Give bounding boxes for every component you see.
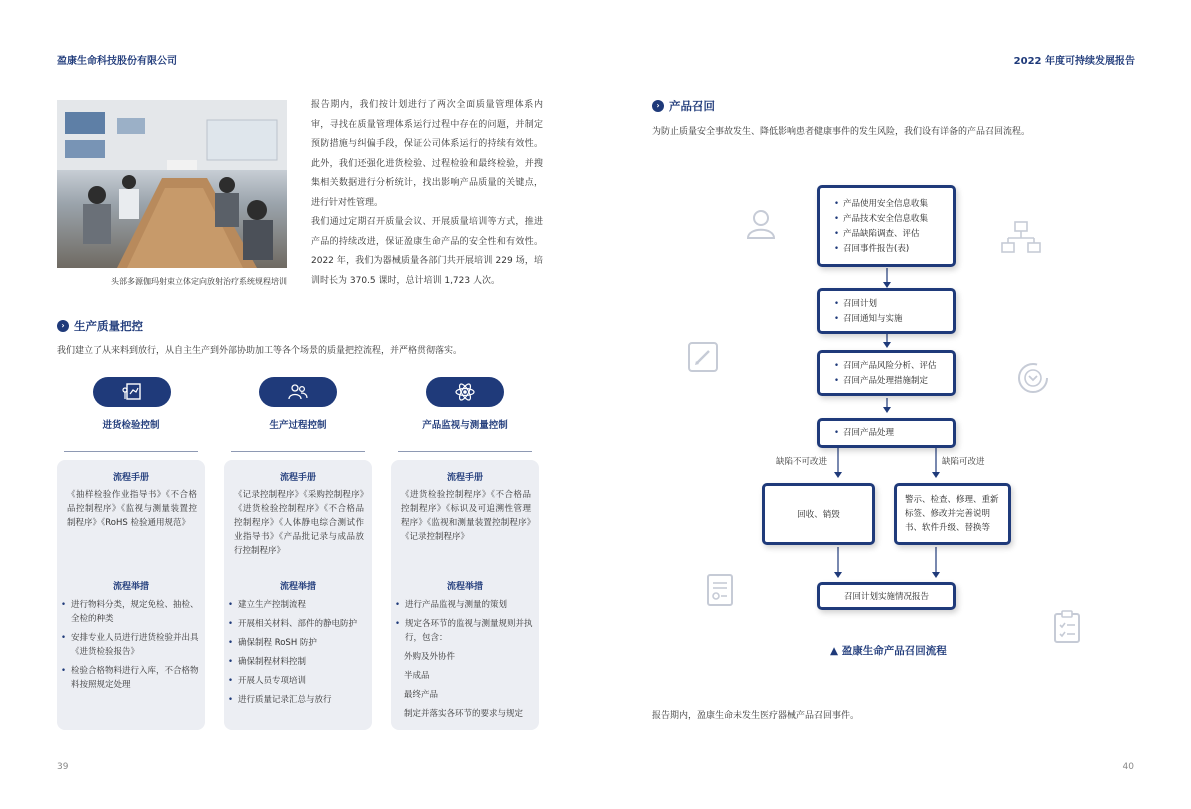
manual-text: 《记录控制程序》《采购控制程序》《进货检验控制程序》《不合格品控制程序》《人体静电综合测试作业指导书》《产品批记录与成品放行控制程序》 — [234, 490, 364, 556]
flow-item: • 产品使用安全信息收集 — [834, 197, 953, 212]
column-title-monitoring: 产品监视与测量控制 — [422, 420, 508, 431]
flow-item: • 召回产品处理 — [834, 426, 953, 441]
list-item: 半成品 — [404, 671, 430, 681]
intro-paragraph-1: 报告期内，我们按计划进行了两次全面质量管理体系内审，寻找在质量管理体系运行过程中存在的问题，并制定预防措施与纠偏手段，保证公司体系运行的持续有效性。此外，我们还强化进货检验、过程检验和最终检验，并搜集相关数据进行分析统计，找出影响产品质量的关键点，进行针对性管理。 — [311, 100, 543, 208]
photo-caption: 头部多源伽玛射束立体定向放射治疗系统规程培训 — [111, 277, 287, 286]
atom-icon — [454, 382, 476, 402]
flow-box-remediation: 警示、检查、修理、重新标签、修改并完善说明书、软件升级、替换等 — [894, 483, 1011, 545]
chevron-right-icon: › — [652, 100, 664, 112]
list-item: • 确保制程 RoSH 防护 — [228, 636, 368, 650]
section-title-production-quality — [57, 318, 143, 334]
column-title-process: 生产过程控制 — [269, 420, 327, 431]
flow-box-info-collection — [817, 185, 956, 267]
manual-title: 流程手册 — [112, 473, 149, 483]
list-item: • 进行产品监视与测量的策划 — [395, 598, 533, 612]
company-name: 盈康生命科技股份有限公司 — [57, 56, 177, 67]
flow-item: • 召回产品风险分析、评估 — [834, 359, 953, 374]
list-item: • 检验合格物料进行入库，不合格物料按照规定处理 — [61, 664, 199, 692]
column-divider — [64, 451, 198, 452]
list-item: 外购及外协件 — [404, 652, 456, 662]
report-title: 2022 年度可持续发展报告 — [1013, 56, 1135, 67]
branch-spacer — [838, 448, 936, 449]
manual-text: 《抽样检验作业指导书》《不合格品控制程序》《监视与测量装置控制程序》《RoHS 检验通用规范》 — [67, 490, 197, 528]
section-title-text: 生产质量把控 — [74, 319, 143, 333]
manual-text: 《进货检验控制程序》《不合格品控制程序》《标识及可追溯性管理程序》《监视和测量装置控制程序》《记录控制程序》 — [401, 490, 531, 542]
flow-box-recall-plan — [817, 288, 956, 334]
list-item: • 开展人员专项培训 — [228, 674, 368, 688]
column-pill-incoming — [93, 377, 171, 407]
checklist-icon — [1052, 610, 1082, 644]
meeting-room-illustration — [57, 100, 287, 268]
list-item: • 规定各环节的监视与测量规则并执行，包含： — [395, 617, 533, 645]
edit-icon — [686, 340, 720, 374]
flow-item: • 产品技术安全信息收集 — [834, 212, 953, 227]
flow-item: • 产品缺陷调查、评估 — [834, 227, 953, 242]
list-item: • 安排专业人员进行进货检验并出具《进货检验报告》 — [61, 631, 199, 659]
people-icon — [287, 382, 309, 402]
inspection-icon — [121, 382, 143, 402]
flow-box-risk-analysis — [817, 350, 956, 396]
branch-label-improvable: 缺陷可改进 — [942, 457, 985, 467]
section-title-text: 产品召回 — [669, 99, 715, 113]
flow-item: • 召回计划 — [834, 297, 953, 312]
list-item: • 开展相关材料、部件的静电防护 — [228, 617, 368, 631]
flow-item: • 召回产品处理措施制定 — [834, 374, 953, 389]
flow-box-final-report: 召回计划实施情况报告 — [817, 582, 956, 610]
closing-statement: 报告期内，盈康生命未发生医疗器械产品召回事件。 — [652, 711, 860, 721]
flow-box-recycle: 回收、销毁 — [762, 483, 875, 545]
flow-box-recall-handling — [817, 418, 956, 448]
person-icon — [743, 205, 779, 241]
section-description: 我们建立了从来料到放行，从自主生产到外部协助加工等各个场景的质量把控流程，并严格贯彻落实。 — [57, 346, 463, 356]
branch-label-not-improvable: 缺陷不可改进 — [776, 457, 828, 467]
measures-title: 流程举措 — [446, 582, 483, 592]
list-item: • 进行质量记录汇总与放行 — [228, 693, 368, 707]
column-title-incoming: 进货检验控制 — [102, 420, 160, 431]
measures-title: 流程举措 — [279, 582, 316, 592]
column-pill-monitoring — [426, 377, 504, 407]
column-divider — [398, 451, 532, 452]
list-item: 制定并落实各环节的要求与规定 — [404, 709, 524, 719]
flow-item: • 召回通知与实施 — [834, 312, 953, 327]
manual-title: 流程手册 — [279, 473, 316, 483]
page-number-left: 39 — [57, 762, 69, 772]
flow-item: • 召回事件报告(表) — [834, 242, 953, 257]
org-chart-icon — [1000, 220, 1042, 254]
chevron-right-icon: › — [57, 320, 69, 332]
document-icon — [705, 573, 735, 607]
measures-list — [228, 598, 368, 712]
refresh-chevron-icon — [1015, 360, 1051, 396]
list-item: 最终产品 — [404, 690, 439, 700]
page-number-right: 40 — [1122, 762, 1134, 772]
list-item: • 进行物料分类，规定免检、抽检、全检的种类 — [61, 598, 199, 626]
column-divider — [231, 451, 365, 452]
section-title-recall — [652, 98, 715, 114]
recall-description: 为防止质量安全事故发生、降低影响患者健康事件的发生风险，我们设有详备的产品召回流程。 — [652, 127, 1031, 137]
figure-caption: ▲ 盈康生命产品召回流程 — [830, 645, 947, 657]
measures-list — [61, 598, 199, 697]
measures-list — [395, 598, 533, 650]
measures-title: 流程举措 — [112, 582, 149, 592]
column-pill-process — [259, 377, 337, 407]
manual-title: 流程手册 — [446, 473, 483, 483]
training-photo — [57, 100, 287, 268]
list-item: • 建立生产控制流程 — [228, 598, 368, 612]
intro-paragraph-2: 我们通过定期召开质量会议、开展质量培训等方式，推进产品的持续改进，保证盈康生命产品的安全性和有效性。2022 年，我们为器械质量各部门共开展培训 229 场，培训时长为 370.5 课时，总计培训 1,723 人次。 — [311, 217, 543, 286]
list-item: • 确保制程材料控制 — [228, 655, 368, 669]
measures-sublist — [404, 650, 534, 726]
